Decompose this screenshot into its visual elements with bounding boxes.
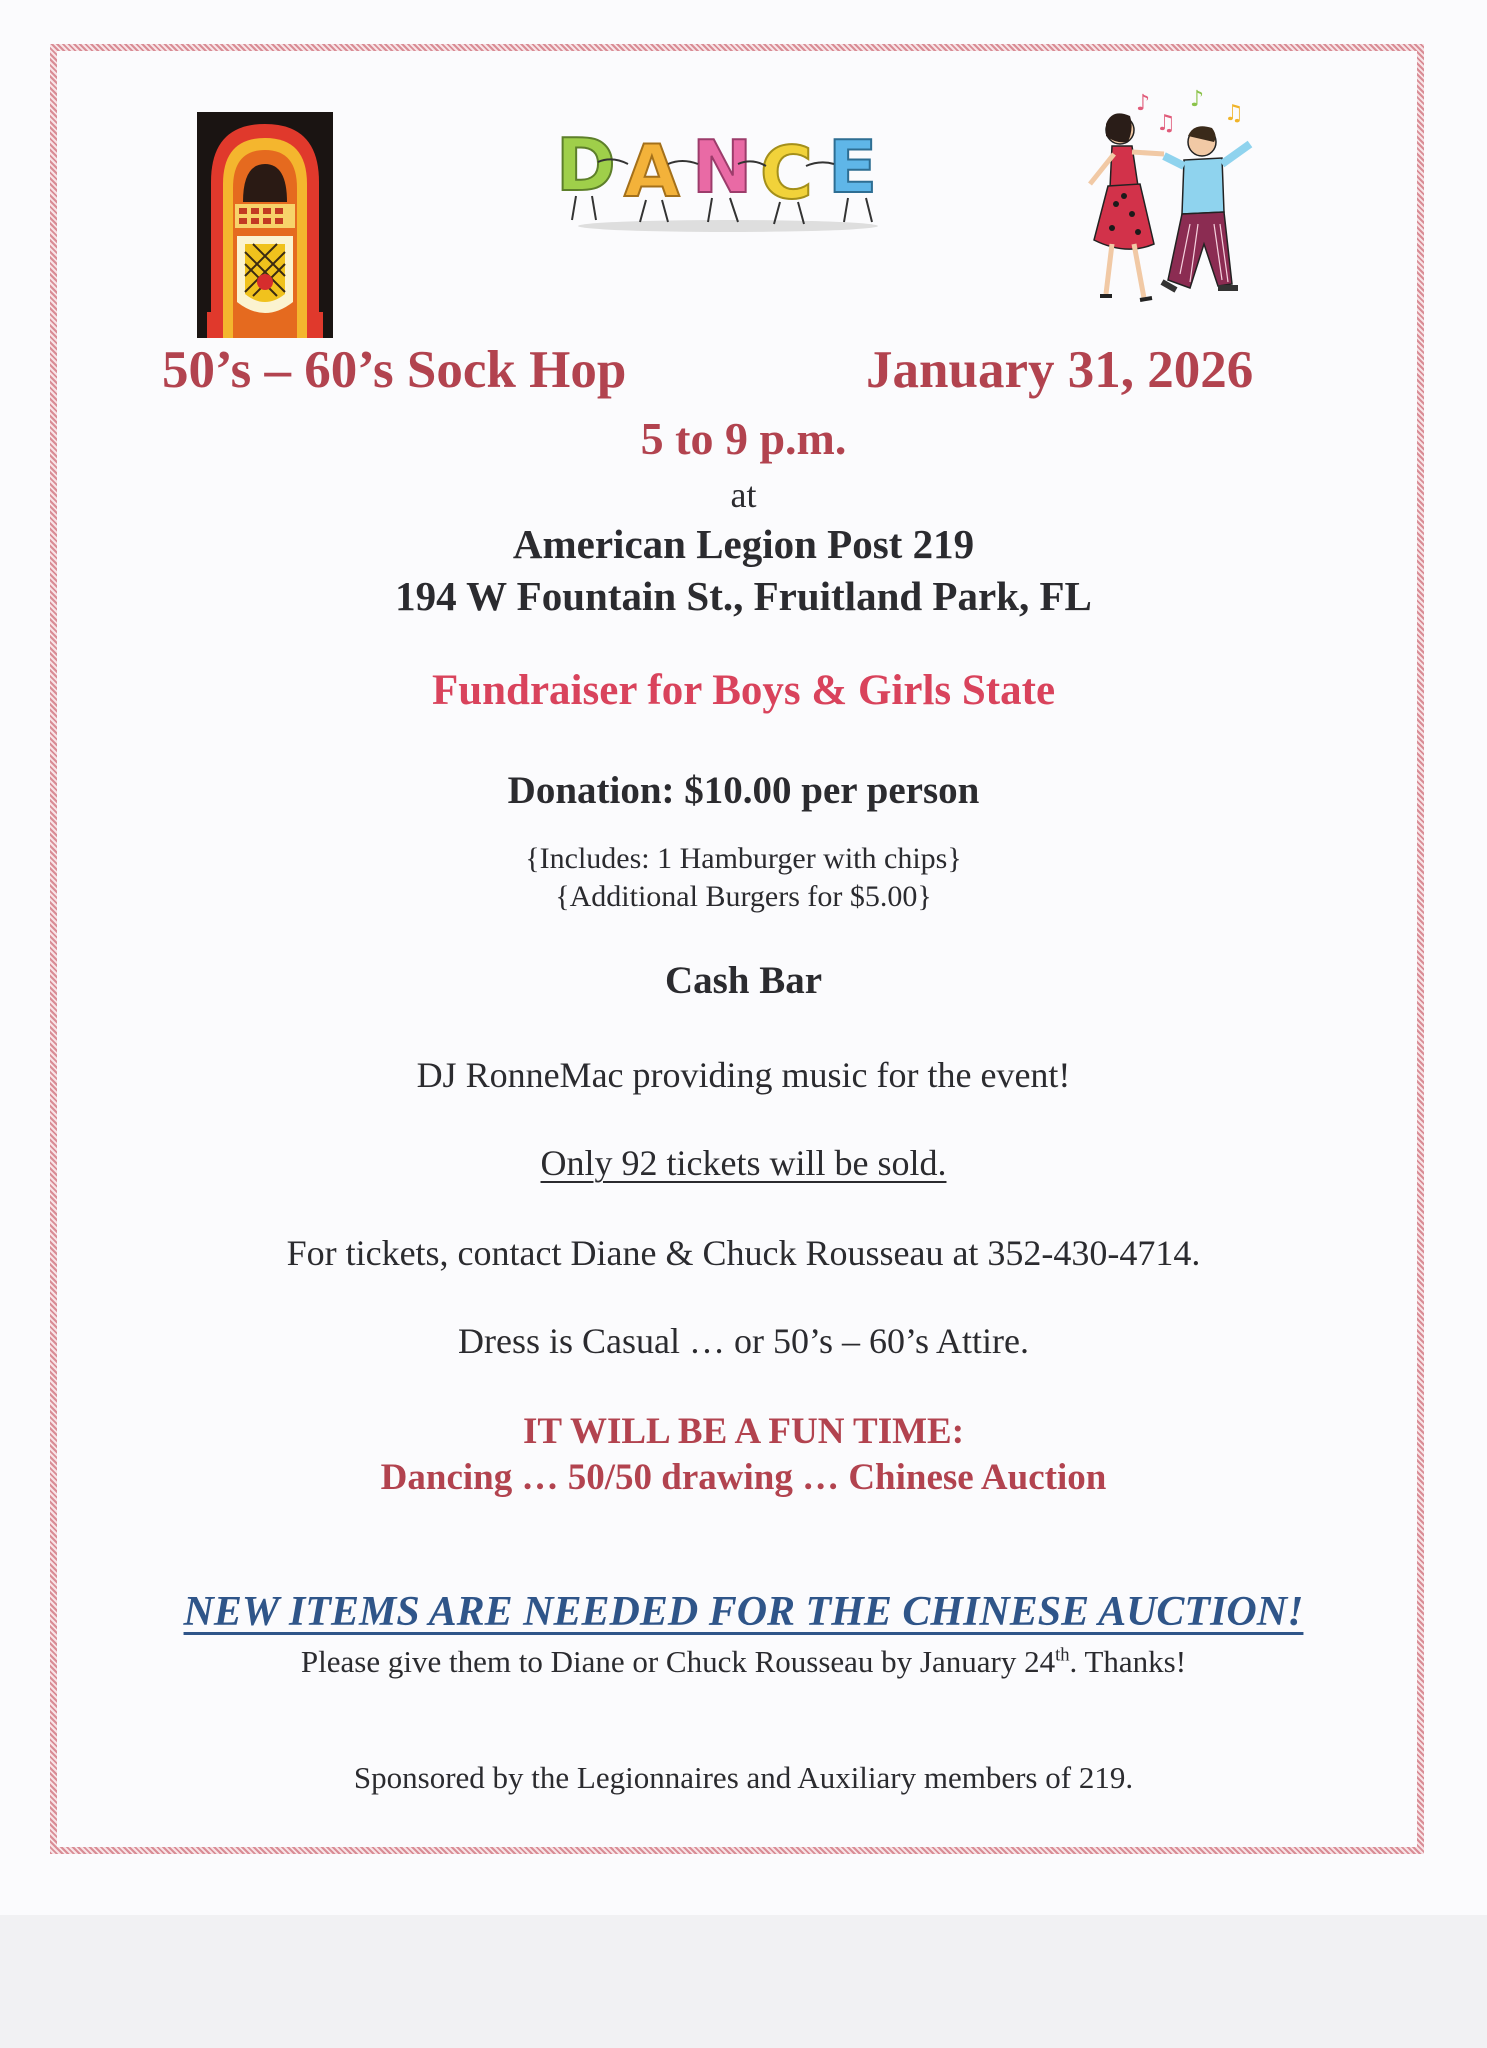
ticket-limit-text: Only 92 tickets will be sold. [540, 1143, 947, 1183]
fun-activities: Dancing … 50/50 drawing … Chinese Auction [380, 1457, 1107, 1498]
svg-text:E: E [828, 125, 878, 209]
svg-text:♪: ♪ [1190, 87, 1205, 112]
auction-headline-row [0, 1588, 1487, 1636]
svg-text:C: C [760, 131, 813, 215]
event-name: 50’s – 60’s Sock Hop [162, 341, 627, 399]
ticket-contact: For tickets, contact Diane & Chuck Rousseau at 352-430-4714. [286, 1233, 1201, 1273]
auction-note [0, 1644, 1487, 1680]
svg-text:♫: ♫ [1156, 111, 1176, 136]
dj-note: DJ RonneMac providing music for the event! [416, 1055, 1071, 1095]
auction-note-end: . Thanks! [1069, 1644, 1187, 1679]
jukebox-illustration [197, 112, 333, 338]
event-time: 5 to 9 p.m. [640, 413, 847, 464]
cash-bar: Cash Bar [664, 959, 823, 1002]
venue-at: at [730, 475, 757, 515]
fundraiser-purpose: Fundraiser for Boys & Girls State [431, 667, 1056, 714]
svg-text:♫: ♫ [1224, 101, 1244, 126]
auction-note-text: Please give them to Diane or Chuck Rousseau by January 24 [300, 1644, 1056, 1679]
fun-title: IT WILL BE A FUN TIME: [522, 1411, 965, 1452]
donation-additional: {Additional Burgers for $5.00} [555, 880, 932, 913]
svg-text:A: A [624, 129, 680, 213]
dance-letters-illustration [548, 112, 908, 242]
ticket-limit [0, 1142, 1487, 1184]
auction-note-sup: th [1055, 1644, 1070, 1666]
venue-name: American Legion Post 219 [512, 521, 975, 567]
dress-code: Dress is Casual … or 50’s – 60’s Attire. [458, 1321, 1029, 1361]
svg-text:N: N [692, 125, 753, 209]
donation-includes: {Includes: 1 Hamburger with chips} [525, 842, 962, 875]
svg-text:D: D [556, 123, 616, 207]
sponsor-line: Sponsored by the Legionnaires and Auxiliary members of 219. [353, 1760, 1134, 1795]
scan-margin [0, 1915, 1487, 2048]
event-date: January 31, 2026 [866, 341, 1254, 399]
svg-text:♪: ♪ [1136, 91, 1151, 116]
dancing-couple-illustration [1072, 84, 1272, 334]
venue-address: 194 W Fountain St., Fruitland Park, FL [395, 573, 1092, 619]
donation-price: Donation: $10.00 per person [507, 769, 980, 812]
auction-headline: NEW ITEMS ARE NEEDED FOR THE CHINESE AUCTION! [183, 1589, 1304, 1635]
